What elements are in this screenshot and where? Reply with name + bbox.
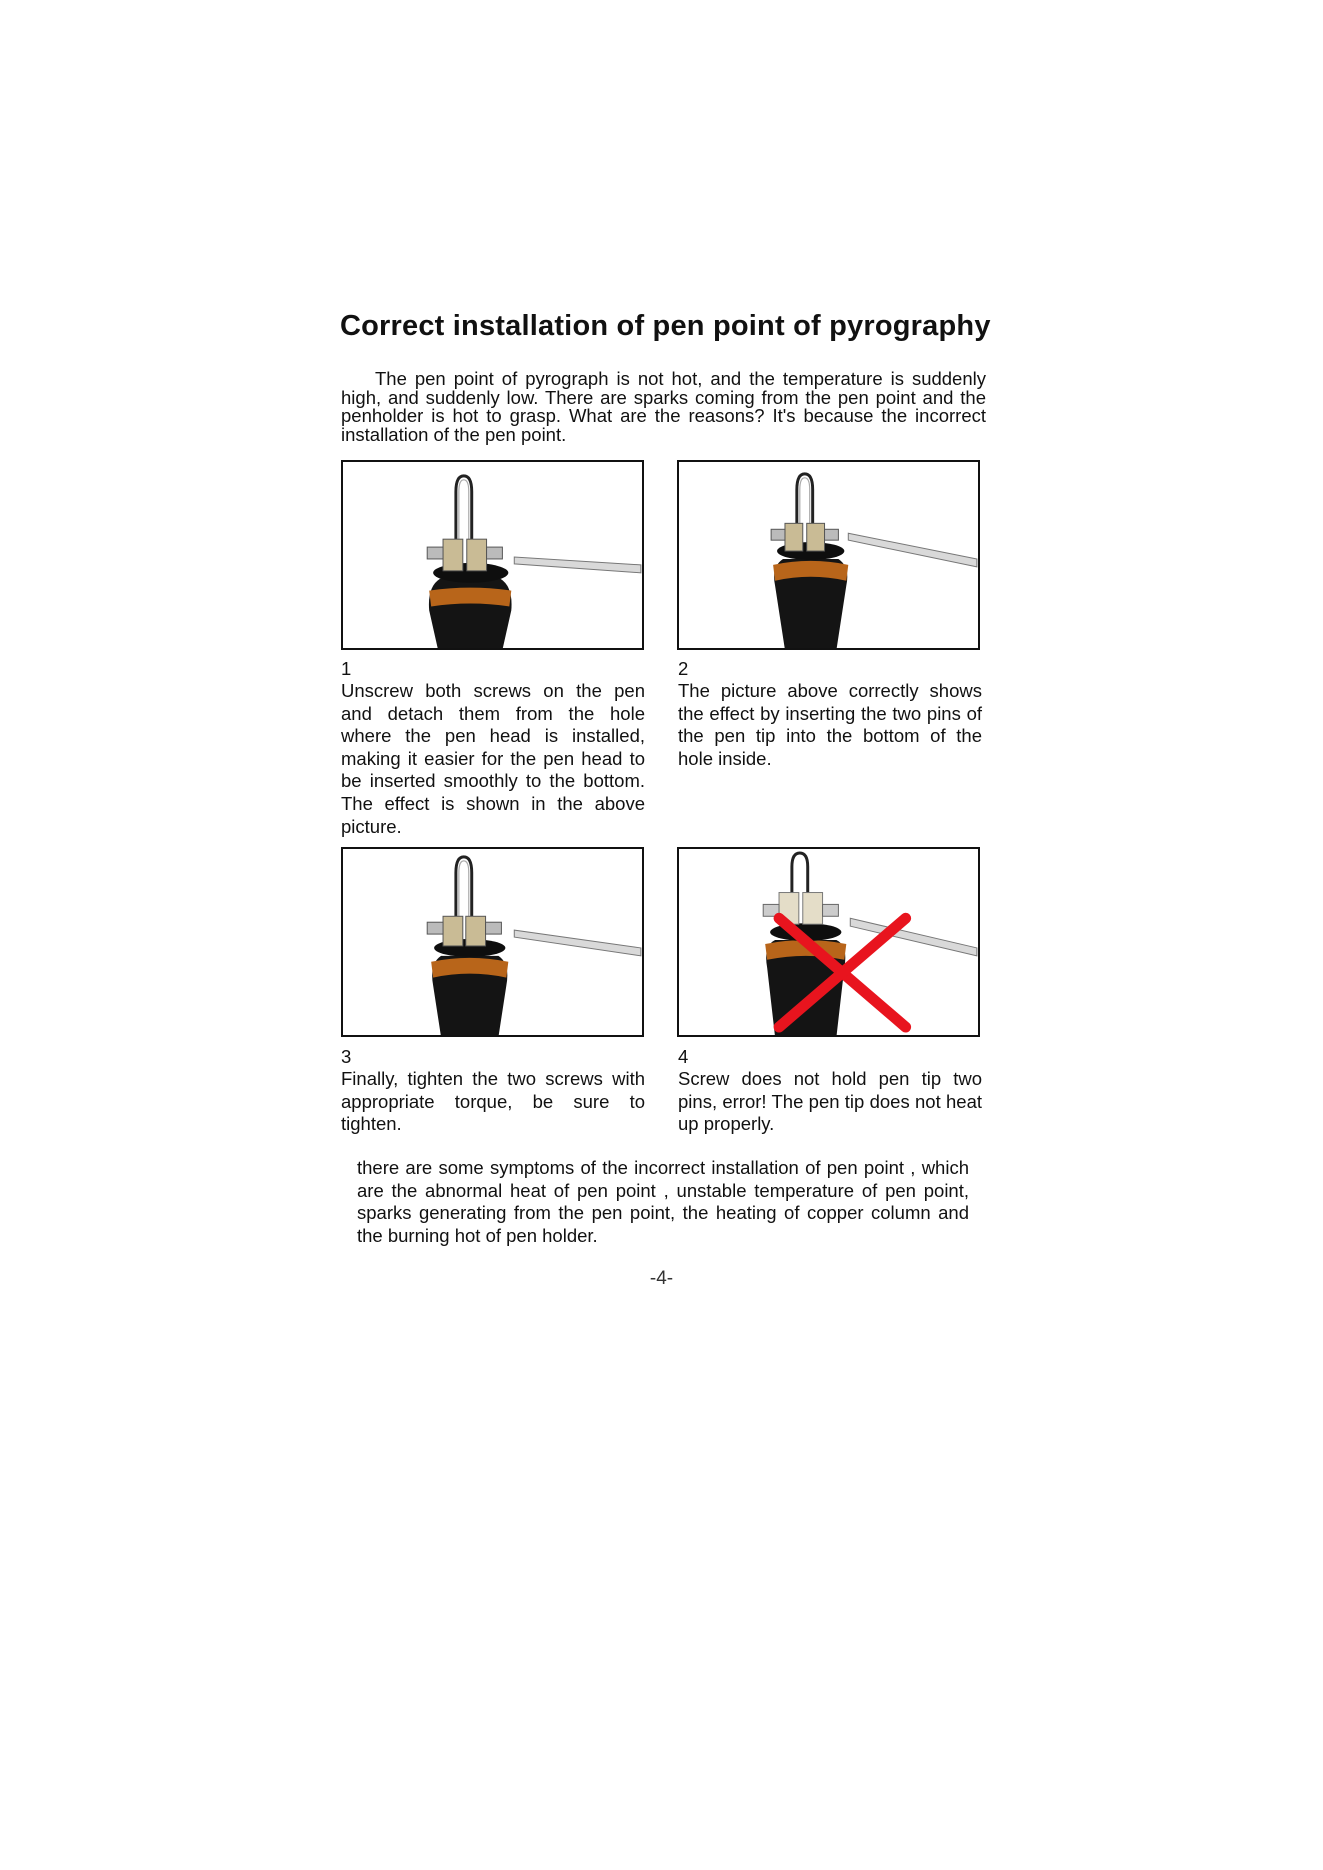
page-title: Correct installation of pen point of pyrography	[340, 310, 991, 342]
intro-text: The pen point of pyrograph is not hot, and the temperature is suddenly high, and suddenly low. There are sparks coming from the pen point and the penholder is hot to grasp. What are the reasons? It's because the incorrect installation of the pen point.	[341, 368, 986, 445]
intro-paragraph	[341, 370, 986, 444]
pen-illustration-4	[679, 849, 978, 1035]
figure-step-1	[341, 460, 644, 650]
step-caption-1: Unscrew both screws on the pen and detach them from the hole where the pen head is installed, making it easier for the pen head to be inserted smoothly to the bottom. The effect is shown in the above picture.	[341, 680, 645, 837]
step-caption-3: Finally, tighten the two screws with appropriate torque, be sure to tighten.	[341, 1068, 645, 1135]
step-number-2: 2	[678, 658, 689, 679]
pen-illustration-3	[343, 849, 642, 1035]
step-number-4: 4	[678, 1046, 689, 1067]
pen-illustration-1	[343, 462, 642, 648]
figure-step-3	[341, 847, 644, 1037]
figure-step-4	[677, 847, 980, 1037]
symptoms-paragraph: there are some symptoms of the incorrect installation of pen point , which are the abnormal heat of pen point , unstable temperature of pen point, sparks generating from the pen point, the heating of copper column and the burning hot of pen holder.	[357, 1157, 969, 1246]
figure-step-2	[677, 460, 980, 650]
step-caption-4: Screw does not hold pen tip two pins, error! The pen tip does not heat up properly.	[678, 1068, 982, 1135]
pen-illustration-2	[679, 462, 978, 648]
page-number: -4-	[649, 1268, 674, 1289]
step-caption-2: The picture above correctly shows the effect by inserting the two pins of the pen tip into the bottom of the hole inside.	[678, 680, 982, 769]
step-number-1: 1	[341, 658, 352, 679]
step-number-3: 3	[341, 1046, 352, 1067]
